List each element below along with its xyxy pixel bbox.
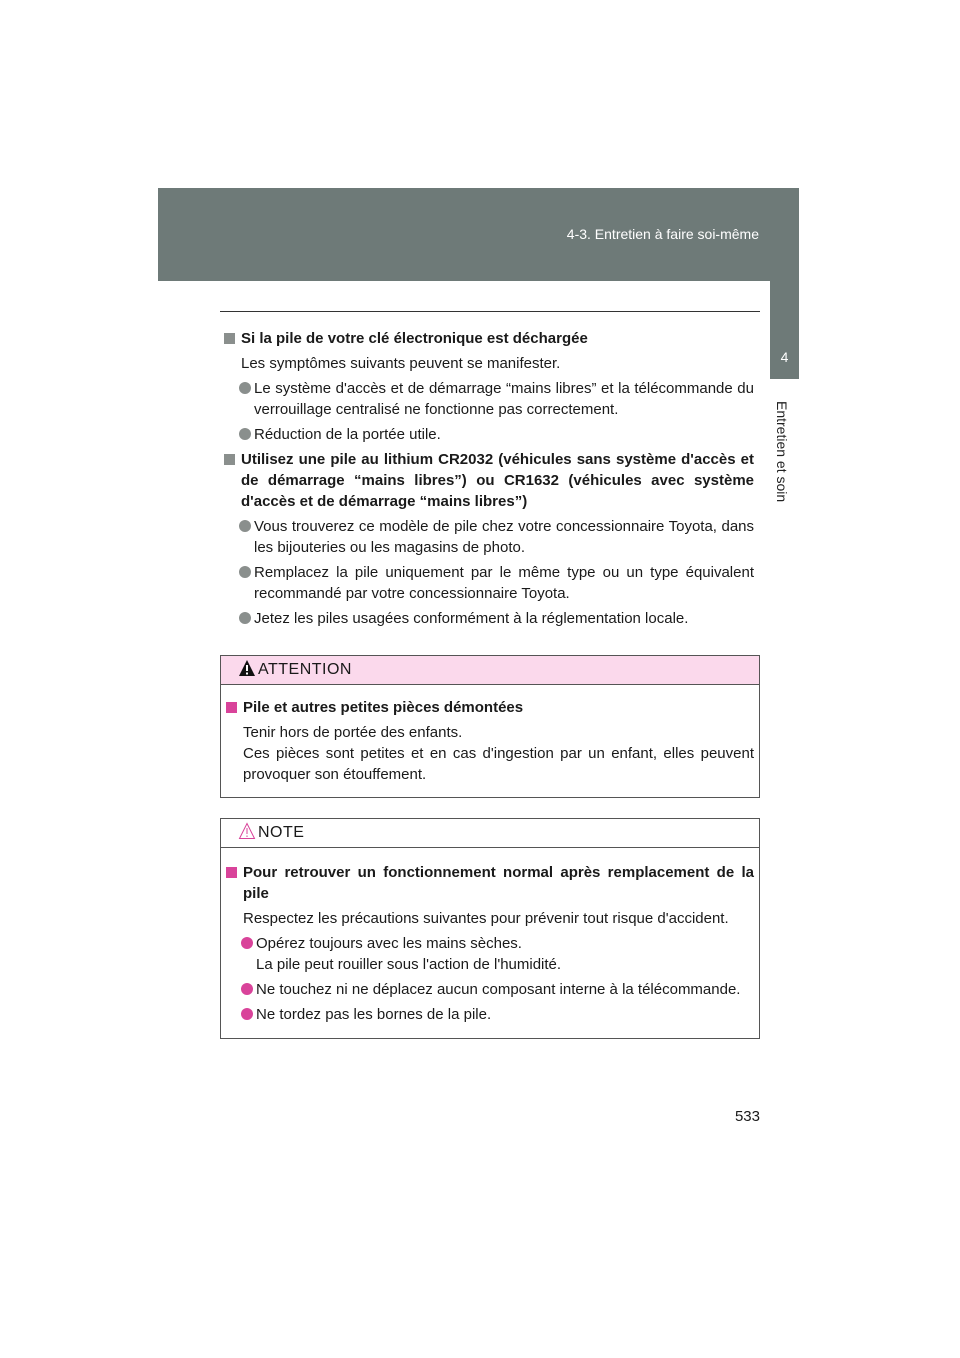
circle-bullet-icon — [241, 983, 253, 995]
warning-icon — [238, 659, 256, 677]
list-item — [226, 1004, 754, 1025]
chapter-label-box — [770, 379, 799, 833]
list-item — [226, 933, 754, 975]
list-item-text: Ne tordez pas les bornes de la pile. — [256, 1006, 492, 1023]
list-item-text: Ne touchez ni ne déplacez aucun composant interne à la télécommande. — [256, 981, 741, 998]
list-item — [224, 562, 754, 604]
list-item-text: Vous trouverez ce modèle de pile chez votre concessionnaire Toyota, dans les bijouteries ou les magasins de photo. — [254, 518, 754, 556]
list-item-text: Le système d'accès et de démarrage “mains libres” et la télécommande du verrouillage centralisé ne fonctionne pas correctement. — [254, 380, 754, 418]
chapter-tab — [770, 281, 799, 833]
header-band — [158, 188, 799, 281]
attention-heading-text: Pile et autres petites pièces démontées — [243, 699, 524, 716]
attention-label: ATTENTION — [258, 661, 352, 678]
section-heading — [224, 449, 754, 512]
circle-bullet-icon — [239, 566, 251, 578]
circle-bullet-icon — [239, 428, 251, 440]
chapter-label: Entretien et soin — [774, 401, 790, 503]
paragraph: Tenir hors de portée des enfants. — [243, 724, 463, 741]
attention-header — [221, 656, 759, 685]
attention-body — [221, 685, 759, 803]
square-bullet-icon — [224, 454, 235, 465]
top-rule — [220, 311, 760, 312]
section-heading-text: Si la pile de votre clé électronique est déchargée — [241, 330, 588, 347]
note-heading-text: Pour retrouver un fonctionnement normal après remplacement de la pile — [243, 864, 754, 902]
note-box — [220, 818, 760, 1039]
paragraph: Respectez les précautions suivantes pour prévenir tout risque d'accident. — [243, 910, 729, 927]
list-item — [224, 608, 754, 629]
list-item — [226, 979, 754, 1000]
circle-bullet-icon — [239, 612, 251, 624]
list-item-text: Réduction de la portée utile. — [254, 426, 441, 443]
section-heading — [224, 328, 754, 349]
square-bullet-icon — [224, 333, 235, 344]
section-title: 4-3. Entretien à faire soi-même — [566, 226, 759, 242]
square-bullet-icon — [226, 702, 237, 713]
list-item-text: La pile peut rouiller sous l'action de l'humidité. — [256, 956, 562, 973]
list-item — [224, 516, 754, 558]
list-item — [224, 378, 754, 420]
chapter-number: 4 — [780, 349, 789, 365]
attention-box — [220, 655, 760, 798]
note-header — [221, 819, 759, 848]
circle-bullet-icon — [241, 937, 253, 949]
main-content — [224, 328, 754, 633]
section-heading-text: Utilisez une pile au lithium CR2032 (véhicules sans système d'accès et de démarrage “mains libres”) ou CR1632 (véhicules avec système d'accès et de démarrage “mains libres”) — [241, 451, 754, 510]
page-number: 533 — [734, 1108, 760, 1125]
note-label: NOTE — [258, 824, 305, 841]
paragraph: Ces pièces sont petites et en cas d'ingestion par un enfant, elles peuvent provoquer son étouffement. — [243, 745, 754, 783]
paragraph: Les symptômes suivants peuvent se manifester. — [241, 355, 561, 372]
note-body — [221, 848, 759, 1043]
caution-outline-icon — [238, 822, 256, 840]
note-heading — [226, 862, 754, 904]
circle-bullet-icon — [239, 520, 251, 532]
square-bullet-icon — [226, 867, 237, 878]
attention-heading — [226, 697, 754, 718]
circle-bullet-icon — [241, 1008, 253, 1020]
circle-bullet-icon — [239, 382, 251, 394]
list-item-text: Remplacez la pile uniquement par le même type ou un type équivalent recommandé par votre concessionnaire Toyota. — [254, 564, 754, 602]
list-item — [224, 424, 754, 445]
list-item-text: Opérez toujours avec les mains sèches. — [256, 935, 522, 952]
list-item-text: Jetez les piles usagées conformément à la réglementation locale. — [254, 610, 689, 627]
